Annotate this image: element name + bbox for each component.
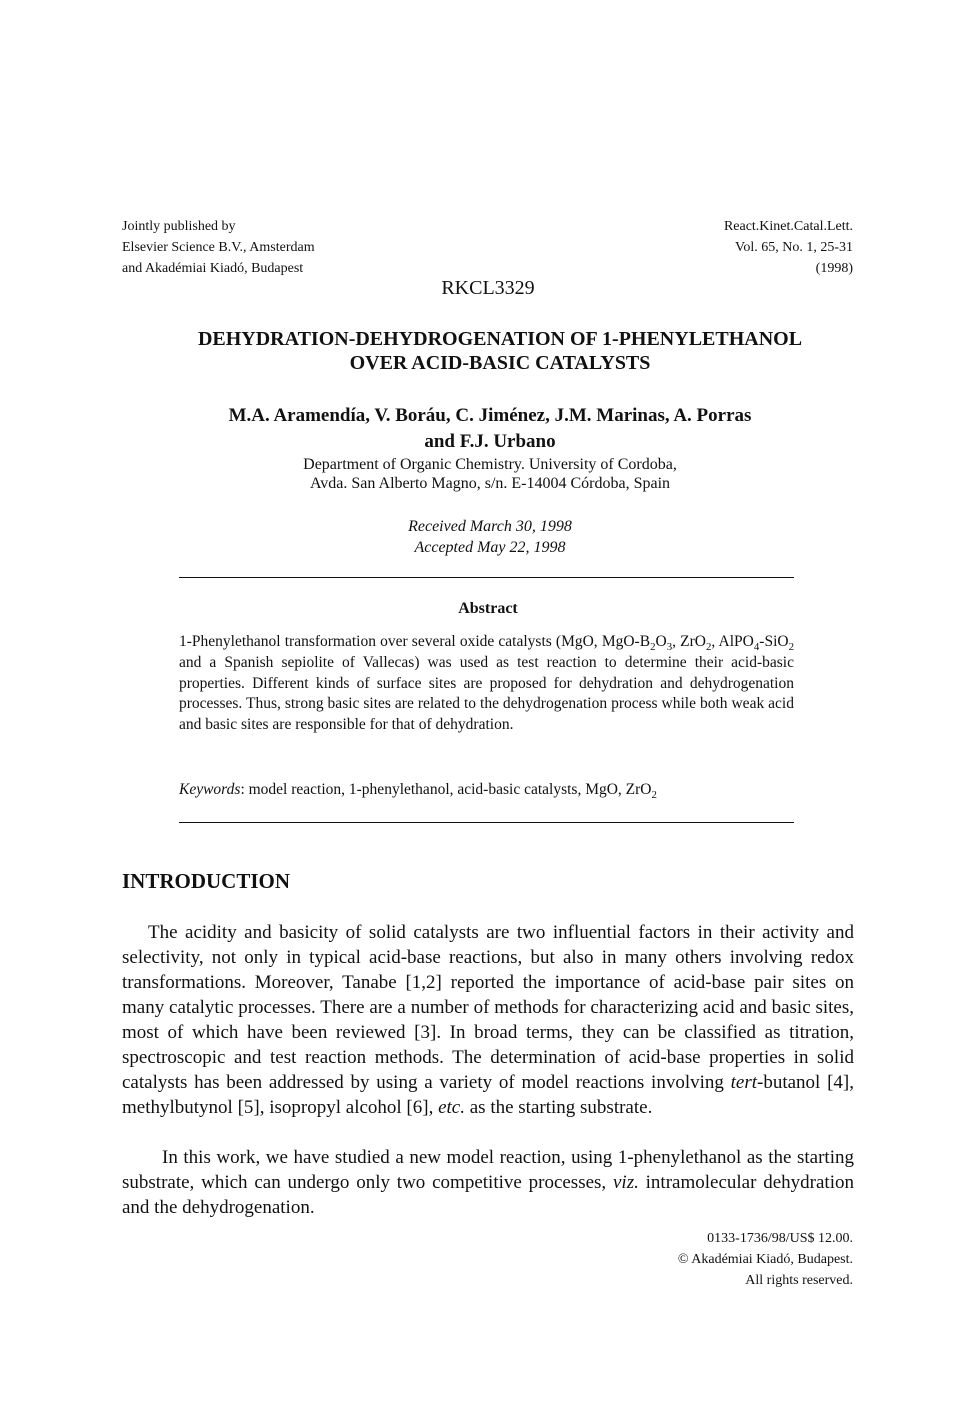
title-line: OVER ACID-BASIC CATALYSTS — [349, 352, 651, 374]
footer-line: © Akadémiai Kiadó, Budapest. — [677, 1252, 853, 1267]
publisher-line: Elsevier Science B.V., Amsterdam — [122, 240, 315, 255]
journal-info — [724, 216, 853, 279]
authors-line: M.A. Aramendía, V. Boráu, C. Jiménez, J.M. Marinas, A. Porras — [228, 405, 752, 426]
authors-line: and F.J. Urbano — [424, 431, 556, 452]
journal-line: (1998) — [815, 261, 853, 276]
intro-paragraph-1: The acidity and basicity of solid catalysts are two influential factors in their activity and selectivity, not only in typical acid-base reactions, but also in many others involving redox transformations. Moreover, Tanabe [1,2] reported the importance of acid-base pair sites on many catalytic processes. There are a number of methods for characterizing acid and basic sites, most of which have been reviewed [3]. In broad terms, they can be classified as titration, spectroscopic and test reaction methods. The determination of acid-base properties in solid catalysts has been addressed by using a variety of model reactions involving tert-butanol [4], methylbutynol [5], isopropyl alcohol [6], etc. as the starting substrate. — [122, 922, 854, 1118]
keywords: Keywords: model reaction, 1-phenylethanol, acid-basic catalysts, MgO, ZrO$_2$ — [179, 781, 657, 802]
received-date: Received March 30, 1998 — [408, 518, 572, 535]
publisher-line: and Akadémiai Kiadó, Budapest — [122, 261, 304, 276]
intro-paragraph-2: In this work, we have studied a new model reaction, using 1-phenylethanol as the starting substrate, which can undergo only two competitive processes, viz. intramolecular dehydration and the dehydrogenation. — [122, 1147, 854, 1218]
affiliation-line: Department of Organic Chemistry. University of Cordoba, — [303, 456, 677, 473]
journal-line: Vol. 65, No. 1, 25-31 — [735, 240, 853, 255]
abstract-heading: Abstract — [458, 600, 518, 617]
keywords-label: Keywords — [179, 781, 241, 798]
accepted-date: Accepted May 22, 1998 — [414, 539, 566, 556]
footer-line: All rights reserved. — [745, 1273, 853, 1288]
copyright-footer — [678, 1228, 853, 1291]
bottom-divider — [179, 822, 794, 823]
dates — [120, 516, 860, 558]
affiliation — [120, 455, 860, 493]
footer-line: 0133-1736/98/US$ 12.00. — [707, 1231, 853, 1246]
journal-line: React.Kinet.Catal.Lett. — [723, 219, 853, 234]
keywords-text: : model reaction, 1-phenylethanol, acid-basic catalysts, MgO, ZrO — [240, 781, 652, 798]
affiliation-line: Avda. San Alberto Magno, s/n. E-14004 Córdoba, Spain — [309, 475, 671, 492]
title-line: DEHYDRATION-DEHYDROGENATION OF 1-PHENYLETHANOL — [197, 328, 803, 350]
section-heading-introduction: INTRODUCTION — [122, 869, 291, 893]
top-divider — [179, 577, 794, 578]
authors — [120, 403, 860, 455]
paper-title — [150, 327, 850, 375]
publisher-line: Jointly published by — [122, 219, 236, 234]
publisher-info — [122, 216, 315, 279]
abstract-text: 1-Phenylethanol transformation over several oxide catalysts (MgO, MgO-$B_2O_3$, ZrO$_2$, AlPO$_4$-SiO$_2$ and a Spanish sepiolite of Vallecas) was used as test reaction to determine their acid-basic properties. Different kinds of surface sites are proposed for dehydration and dehydrogenation processes. Thus, strong basic sites are related to the dehydrogenation process while both weak acid and basic sites are responsible for that of dehydration. — [179, 633, 794, 734]
article-code: RKCL3329 — [441, 277, 535, 299]
